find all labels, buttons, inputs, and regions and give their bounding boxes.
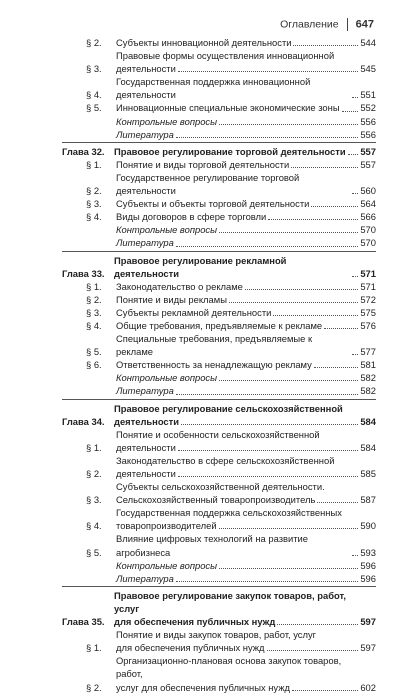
toc-entry-title xyxy=(116,506,360,532)
dot-leader xyxy=(268,219,358,220)
toc-chapter-entry[interactable] xyxy=(62,586,376,628)
toc-title-line: для обеспечения публичных нужд xyxy=(114,616,276,628)
toc-page-number: 596 xyxy=(360,572,376,584)
toc-section-entry[interactable] xyxy=(62,332,376,358)
dot-leader xyxy=(219,232,358,233)
dot-leader xyxy=(292,690,358,691)
toc-title-line: Влияние цифровых технологий на развитие агробизнеса xyxy=(116,533,308,558)
toc-entry-title xyxy=(116,319,360,332)
dot-leader xyxy=(178,71,359,72)
header-divider xyxy=(347,18,348,31)
toc-page-number: 597 xyxy=(360,616,376,628)
toc-entry-number: § 4. xyxy=(86,319,102,331)
toc-entry-title xyxy=(116,36,360,49)
toc-page-number: 552 xyxy=(360,102,376,114)
toc-section-entry[interactable] xyxy=(62,358,376,371)
toc-title-line: Понятие и особенности сельскохозяйственной xyxy=(116,428,320,440)
toc-title-line: деятельности xyxy=(116,441,176,453)
toc-section-entry[interactable] xyxy=(62,101,376,114)
toc-title-line: Специальные требования, предъявляемые к рекламе xyxy=(116,333,313,358)
toc-section-entry[interactable] xyxy=(62,280,376,293)
toc-title-line: Субъекты сельскохозяйственной деятельности. xyxy=(116,481,325,493)
toc-aux-entry[interactable] xyxy=(62,371,376,384)
toc-entry-number: § 2. xyxy=(86,468,102,479)
toc-page-number: 581 xyxy=(360,359,376,371)
dot-leader xyxy=(219,124,358,125)
toc-entry-title xyxy=(116,454,360,480)
toc-entry-number: § 1. xyxy=(86,642,102,654)
toc-entry-number: § 4. xyxy=(86,89,102,101)
toc-entry-title xyxy=(116,532,360,558)
toc-entry-number: § 5. xyxy=(86,546,102,558)
toc-aux-entry[interactable] xyxy=(62,223,376,236)
toc-entry-number: § 6. xyxy=(86,359,102,371)
toc-entry-title xyxy=(116,49,360,75)
toc-aux-entry[interactable] xyxy=(62,115,376,128)
toc-entry-number: § 3. xyxy=(86,306,102,318)
toc-page-number: 585 xyxy=(360,468,376,479)
toc-entry-number: § 5. xyxy=(86,102,102,114)
toc-entry-title xyxy=(116,128,360,141)
toc-title-line: деятельности xyxy=(114,415,179,427)
toc-entry-title xyxy=(116,75,360,101)
toc-chapter-entry[interactable] xyxy=(62,251,376,280)
toc-aux-entry[interactable] xyxy=(62,128,376,141)
dot-leader xyxy=(317,502,358,503)
toc-page-number: 572 xyxy=(360,293,376,305)
dot-leader xyxy=(352,555,358,556)
dot-leader xyxy=(348,154,359,155)
toc-title-line: Ответственность за ненадлежащую рекламу xyxy=(116,359,312,371)
toc-aux-entry[interactable] xyxy=(62,384,376,397)
dot-leader xyxy=(352,354,358,355)
dot-leader xyxy=(277,624,358,625)
dot-leader xyxy=(352,193,358,194)
toc-section-entry[interactable] xyxy=(62,210,376,223)
dot-leader xyxy=(181,424,358,425)
toc-section-entry[interactable] xyxy=(62,293,376,306)
toc-entry-number: § 5. xyxy=(86,346,102,358)
toc-entry-title xyxy=(116,428,360,454)
header-page-number: 647 xyxy=(355,18,374,31)
dot-leader xyxy=(178,476,359,477)
toc-title-line: Контрольные вопросы xyxy=(116,115,217,127)
toc-entry-number: § 2. xyxy=(86,681,102,693)
toc-entry-title xyxy=(114,254,360,280)
toc-chapter-entry[interactable] xyxy=(62,142,376,158)
toc-page-number: 597 xyxy=(360,642,376,654)
toc-section-entry[interactable] xyxy=(62,319,376,332)
toc-section-entry[interactable] xyxy=(62,428,376,454)
toc-page-number: 557 xyxy=(360,145,376,157)
toc-title-line: Контрольные вопросы xyxy=(116,559,217,571)
dot-leader xyxy=(314,367,359,368)
toc-entry-title xyxy=(116,480,360,506)
toc-title-line: Литература xyxy=(116,237,174,249)
toc-title-line: для обеспечения публичных нужд xyxy=(116,642,265,654)
toc-title-line: Законодательство о рекламе xyxy=(116,280,243,292)
toc-section-entry[interactable] xyxy=(62,454,376,480)
toc-entry-title xyxy=(116,358,360,371)
toc-title-line: Правовое регулирование рекламной деятельности xyxy=(114,254,287,279)
toc-entry-title xyxy=(116,197,360,210)
dot-leader xyxy=(229,302,358,303)
toc-title-line: Общие требования, предъявляемые к рекламе xyxy=(116,319,323,331)
toc-section-entry[interactable] xyxy=(62,171,376,197)
toc-entry-title xyxy=(116,293,360,306)
toc-entry-number: Глава 35. xyxy=(62,616,105,628)
toc-section-entry[interactable] xyxy=(62,628,376,654)
dot-leader xyxy=(176,581,359,582)
toc-entry-number: § 3. xyxy=(86,494,102,506)
toc-entry-title xyxy=(114,402,360,428)
toc-title-line: Сельскохозяйственный товаропроизводитель xyxy=(116,494,316,506)
toc-title-line: Субъекты инновационной деятельности xyxy=(116,37,292,48)
toc-page-number: 570 xyxy=(360,224,376,236)
dot-leader xyxy=(352,276,358,277)
toc-page-number: 557 xyxy=(360,158,376,170)
toc-aux-entry[interactable] xyxy=(62,572,376,585)
dot-leader xyxy=(219,380,358,381)
toc-entry-title xyxy=(116,171,360,197)
toc-title-line: Правовое регулирование сельскохозяйственной xyxy=(114,402,343,414)
toc-page-number: 582 xyxy=(360,372,376,384)
dot-leader xyxy=(267,650,359,651)
toc-page-number: 570 xyxy=(360,237,376,249)
toc-section-entry[interactable] xyxy=(62,197,376,210)
toc-title-line: Государственное регулирование торговой деятельности xyxy=(116,171,300,197)
toc-title-line: товаропроизводителей xyxy=(116,520,217,532)
toc-title-line: деятельности xyxy=(116,63,176,75)
toc-entry-number: Глава 33. xyxy=(62,267,105,279)
toc-page-number: 556 xyxy=(360,115,376,127)
toc-entry-number: § 2. xyxy=(86,293,102,305)
toc-entry-number: § 3. xyxy=(86,63,102,75)
toc-entry-number: § 2. xyxy=(86,37,102,48)
toc-title-line: Литература xyxy=(116,385,174,397)
toc-entry-number: § 1. xyxy=(86,158,102,170)
toc-title-line: Организационно-плановая основа закупок товаров, работ, xyxy=(116,655,342,680)
toc-page-number: 584 xyxy=(360,415,376,427)
toc-page-number: 560 xyxy=(360,185,376,197)
toc-title-line: Понятие и виды закупок товаров, работ, услуг xyxy=(116,629,317,641)
toc-entry-title xyxy=(114,589,360,628)
toc-entry-title xyxy=(116,628,360,654)
toc-title-line: Понятие и виды торговой деятельности xyxy=(116,158,290,170)
dot-leader xyxy=(291,167,358,168)
toc-entry-number: § 2. xyxy=(86,185,102,197)
toc-page-number: 577 xyxy=(360,346,376,358)
toc-page-number: 564 xyxy=(360,198,376,210)
toc-entry-title xyxy=(116,158,360,171)
toc-entry-title xyxy=(116,210,360,223)
toc-page-number: 566 xyxy=(360,211,376,223)
toc-entry-title xyxy=(116,654,360,693)
dot-leader xyxy=(176,246,359,247)
toc-entry-number: Глава 32. xyxy=(62,145,105,157)
toc-page-number: 590 xyxy=(360,520,376,532)
toc-title-line: Законодательство в сфере сельскохозяйственной xyxy=(116,454,335,466)
toc-title-line: Понятие и виды рекламы xyxy=(116,293,227,305)
dot-leader xyxy=(219,568,358,569)
toc-section-entry[interactable] xyxy=(62,480,376,506)
toc-title-line: Государственная поддержка инновационной деятельности xyxy=(116,76,311,101)
toc-page-number: 551 xyxy=(360,89,376,101)
toc-page-number: 602 xyxy=(360,681,376,693)
toc-section-entry[interactable] xyxy=(62,75,376,101)
toc-page-number: 544 xyxy=(360,37,376,48)
toc-title-line: Контрольные вопросы xyxy=(116,372,217,384)
toc-entry-title xyxy=(116,115,360,128)
toc-section-entry[interactable] xyxy=(62,49,376,75)
toc-entry-title xyxy=(116,559,360,572)
toc-title-line: Субъекты рекламной деятельности xyxy=(116,306,272,318)
toc-entry-title xyxy=(116,572,360,585)
toc-entry-number: § 4. xyxy=(86,211,102,223)
toc-entry-number: § 3. xyxy=(86,198,102,210)
running-header xyxy=(280,18,374,31)
toc-page-number: 584 xyxy=(360,441,376,453)
toc-entry-number: § 1. xyxy=(86,441,102,453)
toc-aux-entry[interactable] xyxy=(62,236,376,249)
header-section-title: Оглавление xyxy=(280,18,339,31)
toc-title-line: Литература xyxy=(116,128,174,140)
toc-entry-title xyxy=(116,223,360,236)
toc-entry-title xyxy=(116,280,360,293)
dot-leader xyxy=(176,394,359,395)
toc-page-number: 587 xyxy=(360,494,376,506)
dot-leader xyxy=(176,137,359,138)
dot-leader xyxy=(324,328,358,329)
toc-title-line: Субъекты и объекты торговой деятельности xyxy=(116,198,310,210)
toc-entry-title xyxy=(114,145,360,158)
dot-leader xyxy=(293,45,358,46)
toc-page-number: 596 xyxy=(360,559,376,571)
toc-page-number: 571 xyxy=(360,280,376,292)
dot-leader xyxy=(342,111,359,112)
dot-leader xyxy=(178,450,359,451)
toc-page-number: 576 xyxy=(360,319,376,331)
toc-title-line: деятельности xyxy=(116,468,176,479)
toc-section-entry[interactable] xyxy=(62,506,376,532)
toc-entry-title xyxy=(116,236,360,249)
toc-section-entry[interactable] xyxy=(62,158,376,171)
toc-page-number: 582 xyxy=(360,385,376,397)
toc-entry-title xyxy=(116,371,360,384)
toc-section-entry[interactable] xyxy=(62,654,376,693)
toc-title-line: Литература xyxy=(116,572,174,584)
toc-entry-number: § 4. xyxy=(86,520,102,532)
toc-entry-title xyxy=(116,306,360,319)
toc-entry-number: § 1. xyxy=(86,280,102,292)
toc-title-line: Государственная поддержка сельскохозяйственных xyxy=(116,507,342,519)
dot-leader xyxy=(273,315,358,316)
toc-page-number: 545 xyxy=(360,63,376,75)
dot-leader xyxy=(311,206,358,207)
toc-title-line: услуг для обеспечения публичных нужд xyxy=(116,681,290,693)
toc-title-line: Контрольные вопросы xyxy=(116,224,217,236)
toc-entry-number: Глава 34. xyxy=(62,415,105,427)
toc-section-entry[interactable] xyxy=(62,306,376,319)
dot-leader xyxy=(352,97,358,98)
toc-page-number: 556 xyxy=(360,128,376,140)
toc-page-number: 571 xyxy=(360,267,376,279)
dot-leader xyxy=(219,528,359,529)
toc-entry-title xyxy=(116,332,360,358)
toc-title-line: Правовое регулирование торговой деятельности xyxy=(114,145,346,157)
toc-section-entry[interactable] xyxy=(62,532,376,558)
toc-title-line: Виды договоров в сфере торговли xyxy=(116,211,267,223)
toc-title-line: Инновационные специальные экономические зоны xyxy=(116,102,340,114)
toc-entry-title xyxy=(116,101,360,114)
dot-leader xyxy=(245,289,358,290)
toc-chapter-entry[interactable] xyxy=(62,399,376,428)
toc-title-line: Правовое регулирование закупок товаров, работ, услуг xyxy=(114,589,346,614)
toc-page-number: 575 xyxy=(360,306,376,318)
toc-section-entry[interactable] xyxy=(62,36,376,49)
toc-entry-title xyxy=(116,384,360,397)
toc-page-number: 593 xyxy=(360,546,376,558)
toc-aux-entry[interactable] xyxy=(62,559,376,572)
table-of-contents xyxy=(62,36,376,694)
toc-title-line: Правовые формы осуществления инновационной xyxy=(116,50,335,62)
